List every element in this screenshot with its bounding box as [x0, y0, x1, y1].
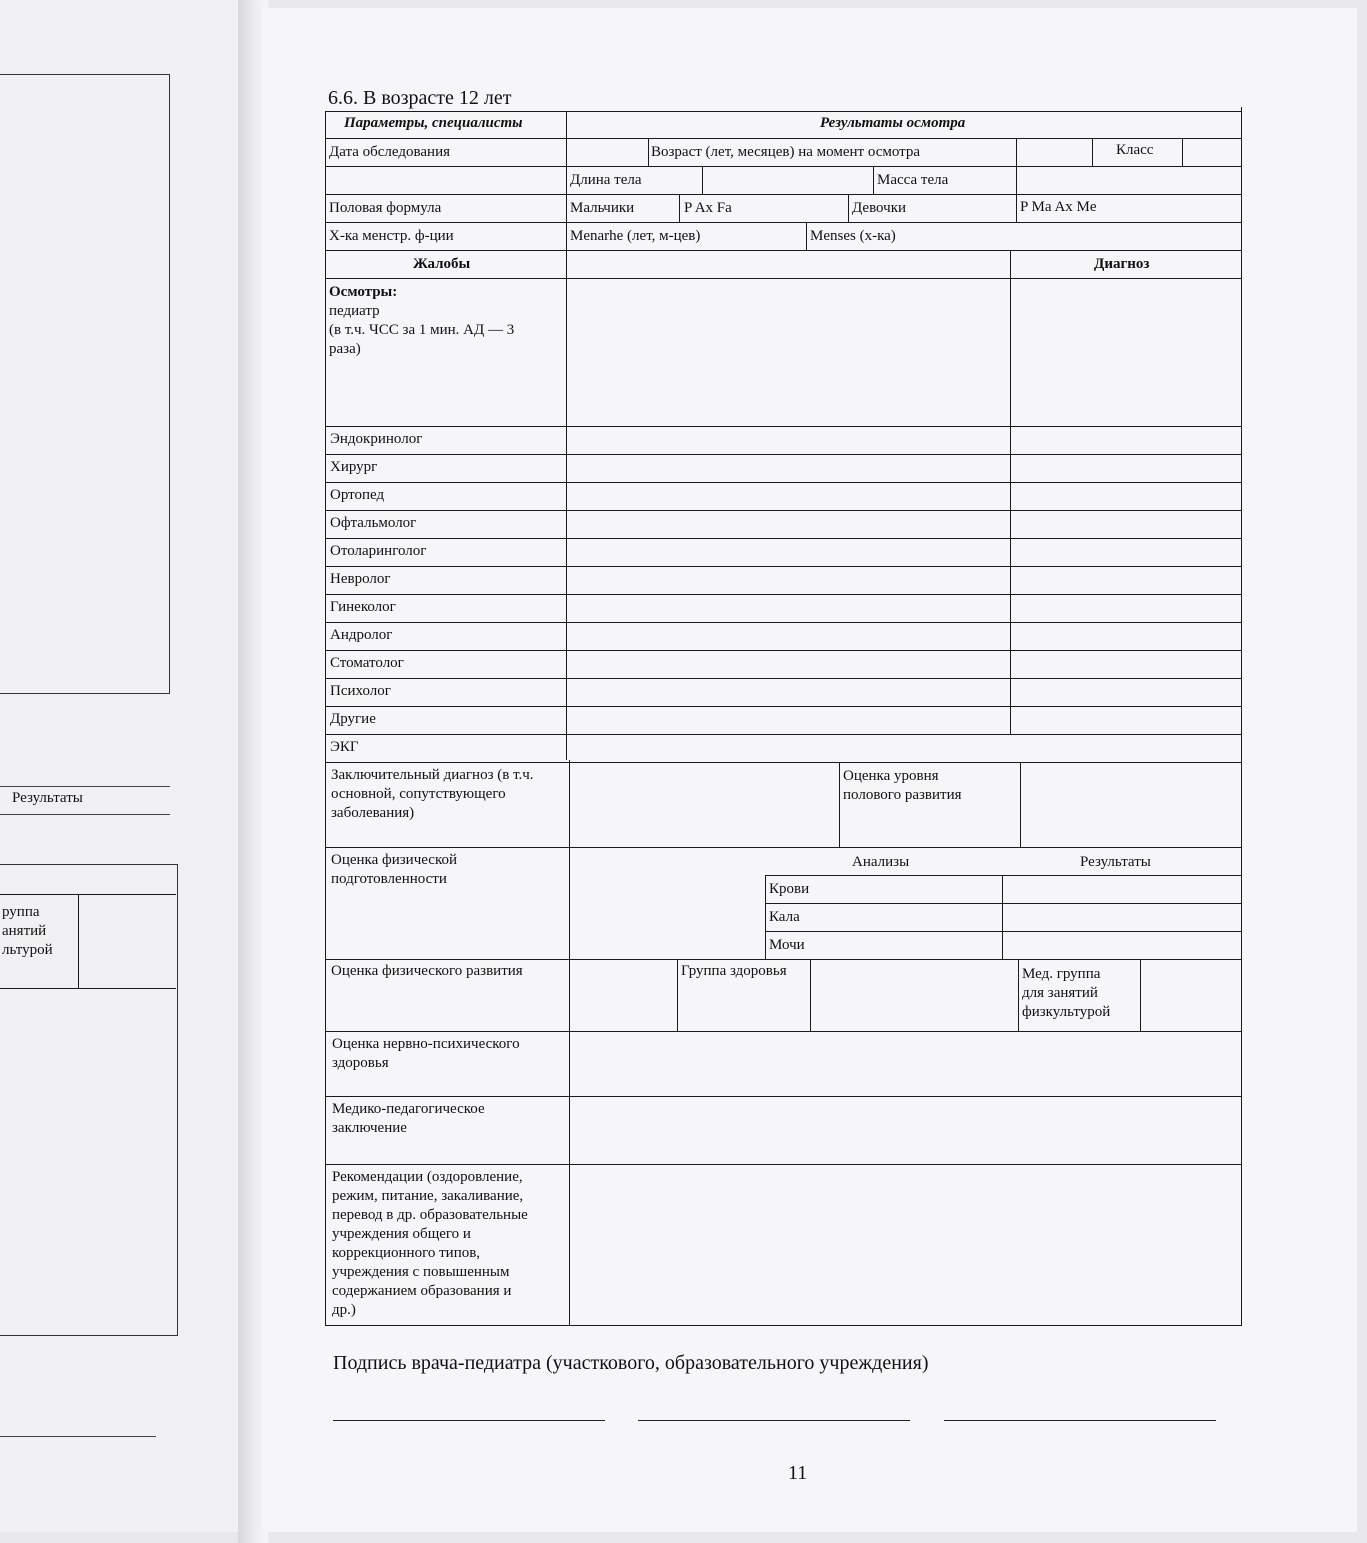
row-line: [325, 762, 1242, 763]
cell-divider: [1016, 138, 1017, 194]
diagnosis-label: Диагноз: [1094, 256, 1150, 272]
menarhe-label: Menarhe (лет, м-цев): [570, 228, 701, 244]
pediatrician-label: педиатр (в т.ч. ЧСС за 1 мин. АД — 3 раза): [329, 303, 515, 357]
specialist-label: Ортопед: [330, 487, 385, 503]
cell-divider: [702, 166, 703, 194]
sex-formula-label: Половая формула: [329, 200, 442, 216]
body-mass-label: Масса тела: [877, 172, 949, 188]
specialist-label: Андролог: [330, 627, 393, 643]
column-divider: [566, 111, 567, 760]
row-line: [325, 426, 1242, 427]
page-number: 11: [788, 1462, 808, 1484]
sexual-development-label: Оценка уровня полового развития: [843, 768, 962, 803]
analyses-header: Анализы: [852, 854, 910, 870]
row-line: [325, 111, 1242, 112]
column-divider: [569, 760, 570, 1326]
row-line: [325, 1096, 1242, 1097]
analysis-blood: Крови: [769, 881, 810, 897]
specialist-label: Офтальмолог: [330, 515, 417, 531]
cell-divider: [810, 959, 811, 1031]
row-line: [325, 706, 1242, 707]
row-line: [325, 538, 1242, 539]
cell-divider: [806, 222, 807, 250]
row-line: [325, 482, 1242, 483]
row-line: [325, 278, 1242, 279]
row-line: [325, 622, 1242, 623]
complaints-label: Жалобы: [413, 256, 471, 272]
row-line: [325, 734, 1242, 735]
cell-divider: [873, 166, 874, 194]
cell-divider: [839, 762, 840, 847]
specialist-label: Психолог: [330, 683, 391, 699]
row-line: [325, 138, 1242, 139]
row-line: [325, 678, 1242, 679]
row-line: [325, 594, 1242, 595]
row-line: [325, 566, 1242, 567]
table-border-left: [325, 111, 326, 1326]
row-line: [325, 166, 1242, 167]
boys-label: Мальчики: [570, 200, 635, 216]
row-line: [325, 194, 1242, 195]
specialist-label: Стоматолог: [330, 655, 404, 671]
med-ped-conclusion-label: Медико-педагогическое заключение: [332, 1101, 485, 1136]
analysis-urine: Мочи: [769, 937, 805, 953]
specialist-label: Хирург: [330, 459, 378, 475]
menses-label: Menses (х-ка): [810, 228, 896, 244]
cell-divider: [1182, 138, 1183, 166]
specialist-label: Невролог: [330, 571, 391, 587]
row-line: [325, 222, 1242, 223]
row-line: [765, 875, 1242, 876]
girls-formula: P Ma Ax Me: [1020, 199, 1097, 215]
specialist-label: ЭКГ: [330, 739, 359, 755]
cell-divider: [1002, 875, 1003, 959]
row-line: [325, 510, 1242, 511]
cell-divider: [677, 959, 678, 1031]
row-line: [325, 1164, 1242, 1165]
diagnosis-column-divider: [1010, 250, 1011, 734]
row-line: [325, 1031, 1242, 1032]
specialist-label: Гинеколог: [330, 599, 396, 615]
med-group-label: Мед. группа для занятий физкультурой: [1022, 966, 1111, 1020]
menstr-label: Х-ка менстр. ф-ции: [329, 228, 454, 244]
results-header: Результаты: [1080, 854, 1151, 870]
body-length-label: Длина тела: [570, 172, 642, 188]
table-border-right: [1241, 107, 1242, 1326]
cell-divider: [1018, 959, 1019, 1031]
row-line: [325, 847, 1242, 848]
cell-divider: [648, 138, 649, 166]
boys-formula: P Ax Fa: [684, 200, 732, 216]
cell-divider: [679, 194, 680, 222]
signature-line: [638, 1420, 910, 1421]
signature-line: [333, 1420, 605, 1421]
row-line: [325, 959, 1242, 960]
final-diagnosis-label: Заключительный диагноз (в т.ч. основной, сопутствующего заболевания): [331, 767, 534, 821]
row-line: [325, 650, 1242, 651]
cell-divider: [1140, 959, 1141, 1031]
exams-label: Осмотры:: [329, 284, 398, 300]
row-line: [325, 250, 1242, 251]
row-line: [325, 1325, 1242, 1326]
girls-label: Девочки: [852, 200, 907, 216]
physical-development-label: Оценка физического развития: [331, 963, 523, 979]
class-label: Класс: [1116, 142, 1154, 158]
header-results: Результаты осмотра: [820, 115, 966, 131]
specialist-label: Эндокринолог: [330, 431, 423, 447]
specialist-label: Отоларинголог: [330, 543, 427, 559]
header-params: Параметры, специалисты: [344, 115, 523, 131]
cell-divider: [765, 875, 766, 959]
neuro-health-label: Оценка нервно-психического здоровья: [332, 1036, 520, 1071]
cell-divider: [1020, 762, 1021, 847]
section-title: 6.6. В возрасте 12 лет: [328, 87, 512, 109]
signature-line: [944, 1420, 1216, 1421]
row-line: [325, 454, 1242, 455]
physical-fitness-label: Оценка физической подготовленности: [331, 852, 457, 887]
cell-divider: [848, 194, 849, 222]
cell-divider: [1016, 194, 1017, 222]
health-group-label: Группа здоровья: [681, 963, 787, 979]
recommendations-label: Рекомендации (оздоровление, режим, питание, закаливание, перевод в др. образовательные учреждения общего и коррекционного типов, учреждения с повышенным содержанием образования и др.): [332, 1169, 528, 1318]
specialist-label: Другие: [330, 711, 376, 727]
analysis-feces: Кала: [769, 909, 800, 925]
row-line: [765, 931, 1242, 932]
exam-date-label: Дата обследования: [329, 144, 451, 160]
left-group-label: руппа анятий льтурой: [2, 904, 53, 958]
left-results-label: Результаты: [12, 790, 83, 806]
signature-label: Подпись врача-педиатра (участкового, образовательного учреждения): [333, 1352, 929, 1374]
age-at-exam-label: Возраст (лет, месяцев) на момент осмотра: [651, 144, 921, 160]
cell-divider: [1092, 138, 1093, 166]
row-line: [765, 903, 1242, 904]
